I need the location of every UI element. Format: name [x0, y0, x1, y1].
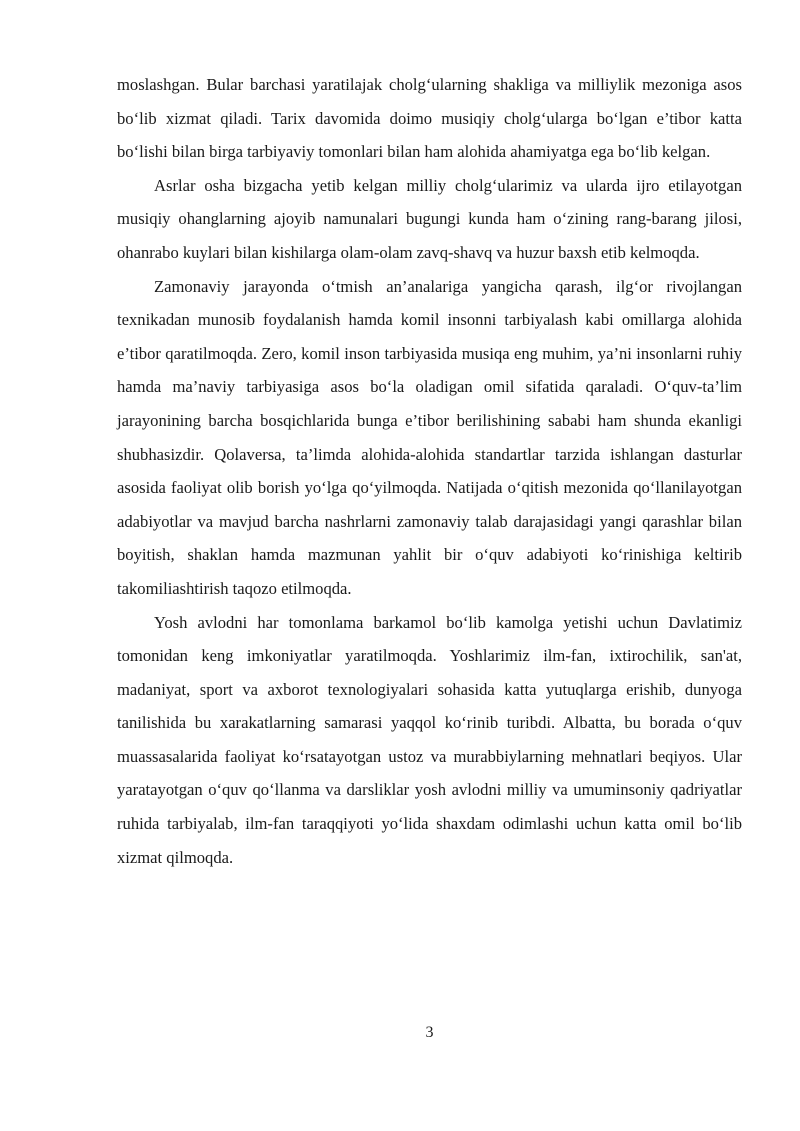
page-body: [117, 68, 742, 874]
page-number: 3: [425, 1024, 434, 1041]
paragraph-continued: moslashgan. Bular barchasi yaratilajak cholg‘ularning shakliga va milliylik mezoniga asos bo‘lib xizmat qiladi. Tarix davomida doimo musiqiy cholg‘ularga bo‘lgan e’tibor katta bo‘lishi bilan birga tarbiyaviy tomonlari bilan ham alohida ahamiyatga ega bo‘lib kelgan.: [117, 75, 742, 162]
paragraph: Yosh avlodni har tomonlama barkamol bo‘lib kamolga yetishi uchun Davlatimiz tomonidan keng imkoniyatlar yaratilmoqda. Yoshlarimiz ilm-fan, ixtirochilik, san'at, madaniyat, sport va axborot texnologiyalari sohasida katta yutuqlarga erishib, dunyoga tanilishida bu xarakatlarning samarasi yaqqol ko‘rinib turibdi. Albatta, bu borada o‘quv muassasalarida faoliyat ko‘rsatayotgan ustoz va murabbiylarning mehnatlari beqiyos. Ular yaratayotgan o‘quv qo‘llanma va darsliklar yosh avlodni milliy va umuminsoniy qadriyatlar ruhida tarbiyalab, ilm-fan taraqqiyoti yo‘lida shaxdam odimlashi uchun katta omil bo‘lib xizmat qilmoqda.: [117, 612, 742, 867]
paragraph: Asrlar osha bizgacha yetib kelgan milliy cholg‘ularimiz va ularda ijro etilayotgan musiqiy ohanglarning ajoyib namunalari bugungi kunda ham o‘zining rang-barang jilosi, ohanrabo kuylari bilan kishilarga olam-olam zavq-shavq va huzur baxsh etib kelmoqda.: [117, 175, 742, 262]
paragraph: Zamonaviy jarayonda o‘tmish an’analariga yangicha qarash, ilg‘or rivojlangan texnikadan munosib foydalanish hamda komil insonni tarbiyalash kabi omillarga alohida e’tibor qaratilmoqda. Zero, komil inson tarbiyasida musiqa eng muhim, ya’ni insonlarni ruhiy hamda ma’naviy tarbiyasiga asos bo‘la oladigan omil sifatida qaraladi. O‘quv-ta’lim jarayonining barcha bosqichlarida bunga e’tibor berilishining sababi ham shunda ekanligi shubhasizdir. Qolaversa, ta’limda alohida-alohida standartlar tarzida ishlangan dasturlar asosida faoliyat olib borish yo‘lga qo‘yilmoqda. Natijada o‘qitish mezonida qo‘llanilayotgan adabiyotlar va mavjud barcha nashrlarni zamonaviy talab darajasidagi yangi qarashlar bilan boyitish, shaklan hamda mazmunan yahlit bir o‘quv adabiyoti ko‘rinishiga keltirib takomiliashtirish taqozo etilmoqda.: [117, 276, 742, 598]
